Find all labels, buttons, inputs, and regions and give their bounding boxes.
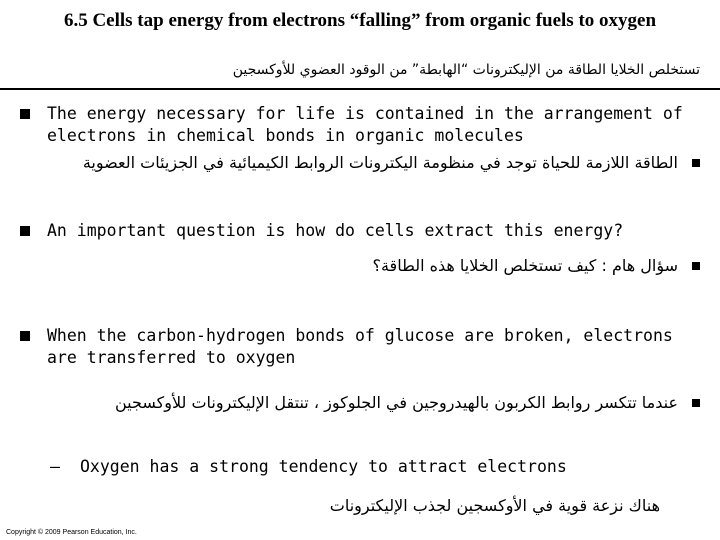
dash-bullet: –	[50, 457, 60, 476]
bullet-text: سؤال هام : كيف تستخلص الخلايا هذه الطاقة؟	[372, 256, 678, 275]
bullet-text: هناك نزعة قوية في الأوكسجين لجذب الإليكترونات	[329, 496, 660, 515]
bullet-item-4	[60, 255, 700, 277]
square-bullet-icon	[20, 226, 30, 236]
slide-title: 6.5 Cells tap energy from electrons “falling” from organic fuels to oxygen	[63, 10, 657, 31]
bullet-text: الطاقة اللازمة للحياة توجد في منظومة اليكترونات الروابط الكيميائية في الجزيئات العضوية	[82, 153, 678, 172]
sub-bullet-item-1	[50, 456, 700, 478]
square-bullet-icon	[692, 399, 700, 407]
bullet-text: An important question is how do cells extract this energy?	[47, 221, 624, 240]
square-bullet-icon	[692, 262, 700, 270]
square-bullet-icon	[692, 159, 700, 167]
copyright-notice: Copyright © 2009 Pearson Education, Inc.	[6, 529, 137, 536]
bullet-text: When the carbon-hydrogen bonds of glucose are broken, electrons are transferred to oxygen	[47, 326, 673, 367]
bullet-text: Oxygen has a strong tendency to attract electrons	[80, 457, 567, 476]
title-divider	[0, 88, 720, 90]
bullet-text: The energy necessary for life is contained in the arrangement of electrons in chemical bonds in organic molecules	[47, 104, 683, 145]
bullet-item-1	[20, 103, 700, 147]
bullet-item-5	[20, 325, 700, 369]
slide-title-arabic: تستخلص الخلايا الطاقة من الإليكترونات “الهابطة” من الوقود العضوي للأوكسجين	[232, 62, 700, 78]
square-bullet-icon	[20, 331, 30, 341]
bullet-item-6	[60, 392, 700, 436]
bullet-item-3	[20, 220, 700, 242]
bullet-item-2	[60, 152, 700, 196]
bullet-text: عندما تتكسر روابط الكربون بالهيدروجين في الجلوكوز ، تنتقل الإليكترونات للأوكسجين	[115, 393, 678, 412]
sub-bullet-item-2	[60, 495, 700, 517]
square-bullet-icon	[20, 109, 30, 119]
